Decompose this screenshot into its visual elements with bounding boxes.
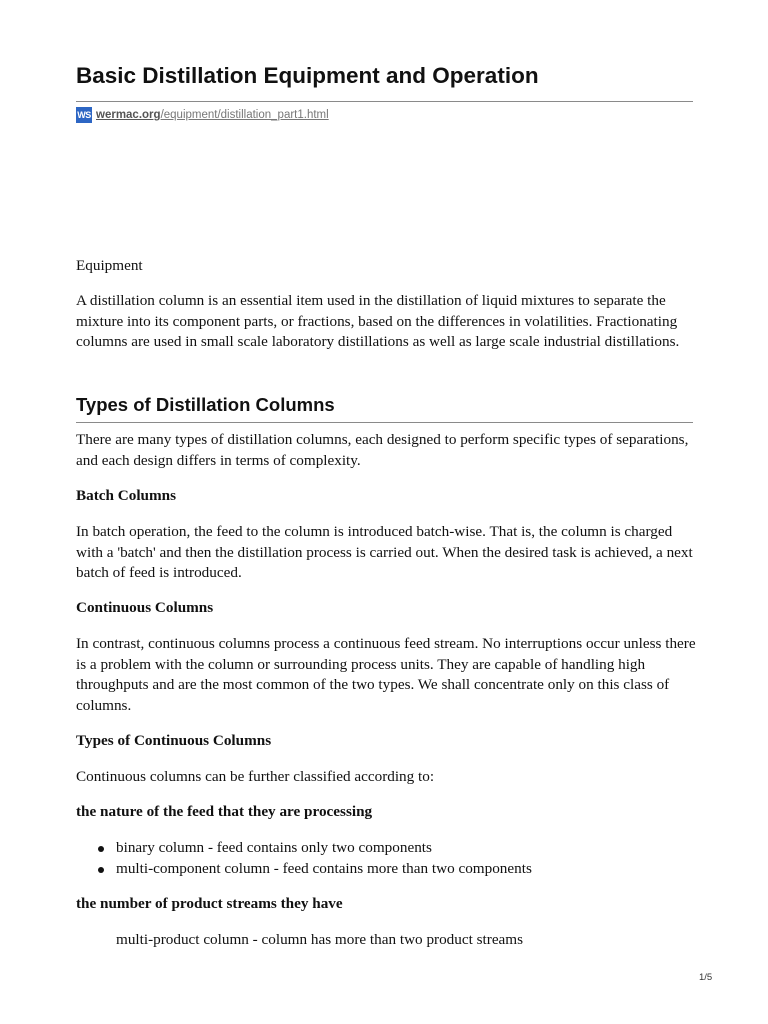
intro-paragraph: A distillation column is an essential item used in the distillation of liquid mixtures to separate the mixture into its component parts, or fractions, based on the differences in volatilities. Fractionating columns are used in small scale laboratory distillations as well as large scale industrial distillations. xyxy=(76,292,680,351)
page-number: 1/5 xyxy=(699,972,713,983)
batch-heading: Batch Columns xyxy=(76,487,177,504)
types-heading: Types of Continuous Columns xyxy=(76,732,272,749)
batch-paragraph: In batch operation, the feed to the column is introduced batch-wise. That is, the column is charged with a 'batch' and then the distillation process is carried out. When the desired task is achieved, a next batch of feed is introduced. xyxy=(76,523,693,582)
source-path[interactable]: /equipment/distillation_part1.html xyxy=(160,109,329,121)
title-divider xyxy=(76,101,693,102)
source-line xyxy=(76,106,329,124)
intro-heading: Equipment xyxy=(76,257,143,274)
source-domain[interactable]: wermac.org xyxy=(96,109,161,121)
list-item: binary column - feed contains only two components xyxy=(76,838,696,859)
continuous-paragraph: In contrast, continuous columns process a continuous feed stream. No interruptions occur unless there is a problem with the column or surrounding process units. They are capable of handling high throughputs and are the most common of the two types. We shall concentrate only on this class of columns. xyxy=(76,635,696,715)
types-paragraph: Continuous columns can be further classified according to: xyxy=(76,768,435,785)
feed-heading: the nature of the feed that they are processing xyxy=(76,803,373,820)
site-logo-icon: WS xyxy=(76,107,92,123)
streams-heading: the number of product streams they have xyxy=(76,895,343,912)
list-item: multi-component column - feed contains more than two components xyxy=(76,859,696,880)
continuous-heading: Continuous Columns xyxy=(76,599,214,616)
streams-item: multi-product column - column has more than two product streams xyxy=(116,931,524,948)
section-title: Types of Distillation Columns xyxy=(76,394,335,415)
source-link[interactable] xyxy=(96,109,329,121)
section-divider xyxy=(76,422,693,423)
feed-list xyxy=(76,838,696,879)
document-title: Basic Distillation Equipment and Operation xyxy=(76,63,539,88)
section-intro-paragraph: There are many types of distillation columns, each designed to perform specific types of separations, and each design differs in terms of complexity. xyxy=(76,431,689,469)
